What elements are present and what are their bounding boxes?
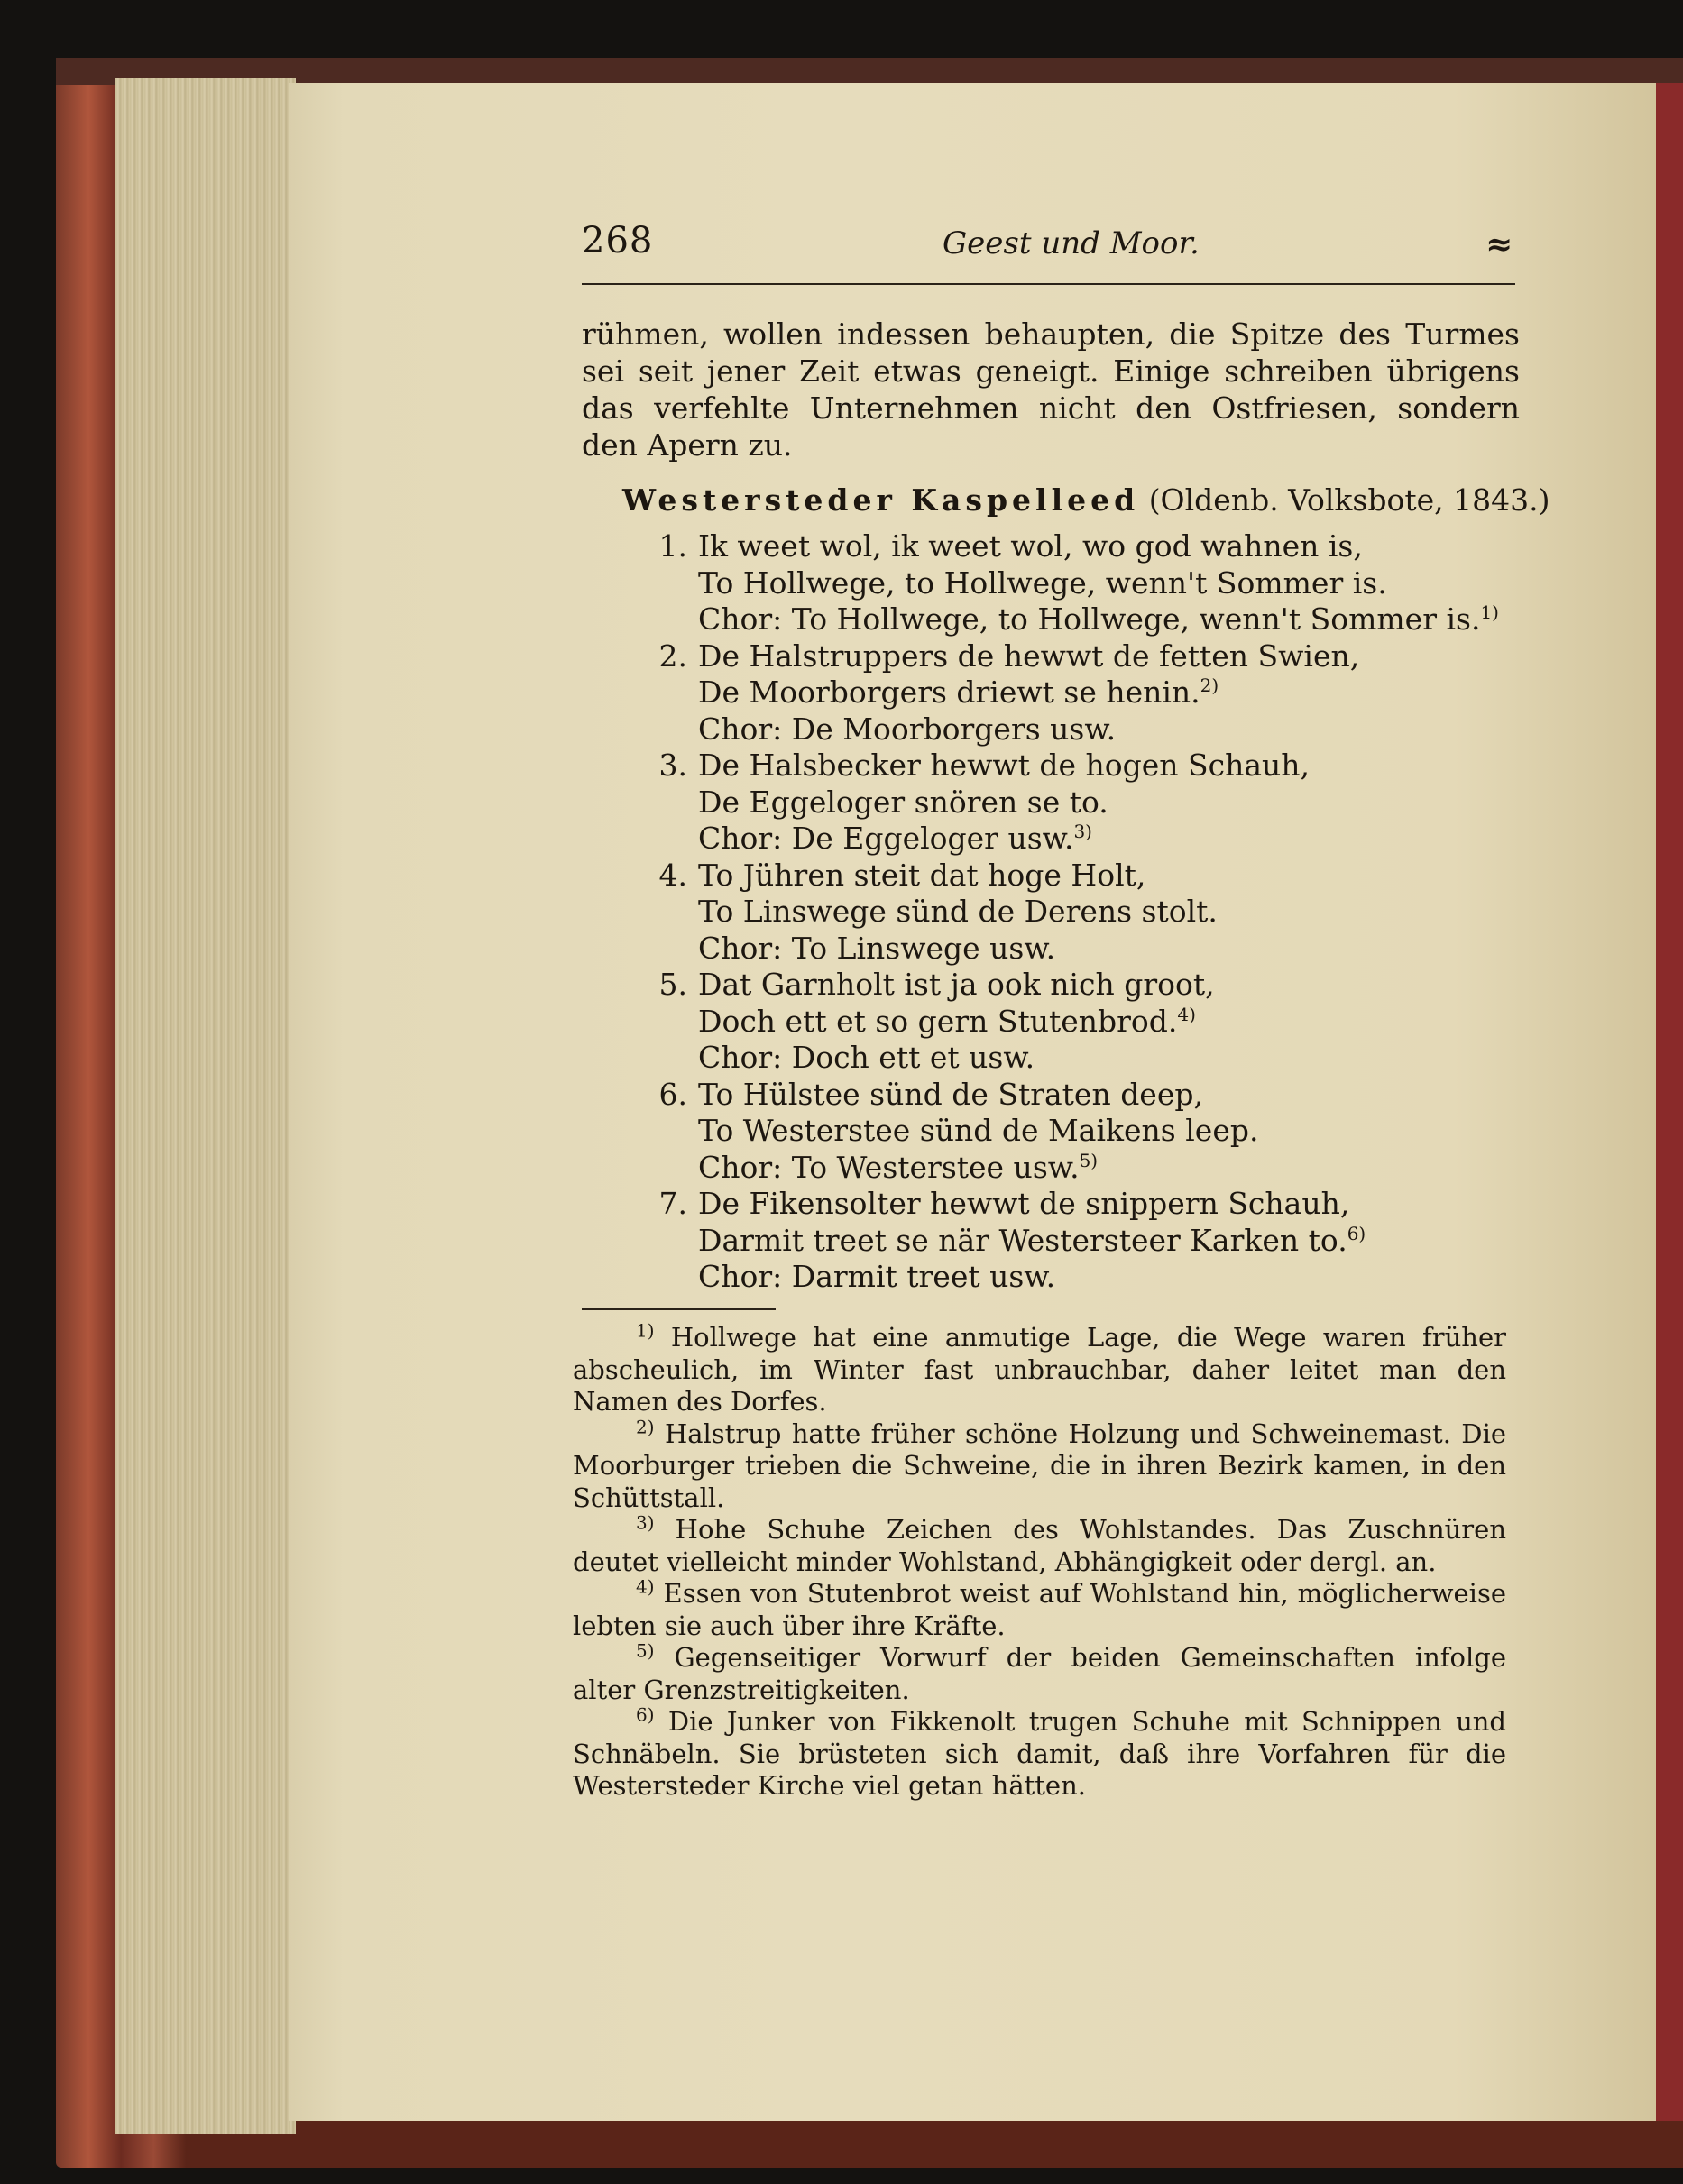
footnote-mark: 2) [636,1415,655,1437]
footnote-text: Die Junker von Fikkenolt trugen Schuhe mit Schnippen und Schnäbeln. Sie brüsteten sich damit, daß ihre Vorfahren für die Westersteder Kirche viel getan hätten. [573,1706,1506,1801]
verse-line: To Hülstee sünd de Straten deep, [698,1076,1203,1112]
song-source: (Oldenb. Volksbote, 1843.) [1148,482,1550,518]
chorus-line: Chor: To Westerstee usw. [698,1149,1080,1185]
footnote [573,1575,1506,1642]
running-title: Geest und Moor. [943,225,1200,262]
facing-page-edge [1656,83,1683,2121]
verse-number: 6. [658,1076,687,1112]
verse-line: De Halstruppers de hewwt de fetten Swien, [698,638,1360,674]
verse [631,748,1533,858]
footnote-text: Halstrup hatte früher schöne Holzung und Schweinemast. Die Moorburger trieben die Schweine, die in ihren Bezirk kamen, in den Schüttstall. [573,1418,1506,1513]
footnote-mark: 3) [636,1511,655,1534]
signature-mark: ≈ [1485,225,1513,263]
chorus-line: Chor: To Hollwege, to Hollwege, wenn't Sommer is. [698,601,1481,637]
verse [631,1077,1533,1187]
song-heading [622,482,1550,518]
verse-line: De Fikensolter hewwt de snippern Schauh, [698,1186,1350,1221]
verse [631,638,1533,748]
footnote-mark: 1) [636,1319,655,1342]
chorus-line: Chor: De Eggeloger usw. [698,821,1074,856]
verse-line: Ik weet wol, ik weet wol, wo god wahnen is, [698,528,1363,564]
chorus-line: Chor: Darmit treet usw. [698,1259,1056,1294]
footnote-text: Hollwege hat eine anmutige Lage, die Wege waren früher abscheulich, im Winter fast unbrauchbar, daher leitet man den Namen des Dorfes. [573,1322,1506,1417]
footnote [573,1511,1507,1578]
verse-line: To Hollwege, to Hollwege, wenn't Sommer is. [698,564,1387,601]
verse-number: 7. [658,1186,687,1221]
page-edges [115,78,296,2134]
verse-number: 4. [658,857,687,893]
footnote-ref: 2) [1200,674,1219,696]
footnote-ref: 4) [1177,1003,1196,1025]
verse-line: De Halsbecker hewwt de hogen Schauh, [698,748,1311,783]
verse [631,858,1533,968]
verse-line: Doch ett et so gern Stutenbrod. [698,1003,1178,1039]
verse-number: 2. [658,638,687,674]
verse-line: Darmit treet se när Westersteer Karken to. [698,1222,1347,1258]
verse-line: Dat Garnholt ist ja ook nich groot, [698,967,1215,1002]
chorus-line: Chor: To Linswege usw. [698,930,1056,966]
song-verses [631,528,1533,1296]
page-number: 268 [582,220,654,262]
verse [631,967,1533,1077]
intro-paragraph: rühmen, wollen indessen behaupten, die Spitze des Turmes sei seit jener Zeit etwas geneigt. Einige schreiben übrigens das verfehlte Unternehmen nicht den Ostfriesen, sondern den Apern zu. [582,317,1520,463]
footnote-text: Gegenseitiger Vorwurf der beiden Gemeinschaften infolge alter Grenzstreitigkeiten. [573,1642,1506,1705]
footnote [573,1415,1506,1515]
footnote-text: Hohe Schuhe Zeichen des Wohlstandes. Das Zuschnüren deutet vielleicht minder Wohlstand, Abhängigkeit oder dergl. an. [573,1514,1507,1577]
page-header [582,220,1520,283]
footnote-rule [582,1308,776,1310]
verse-line: To Linswege sünd de Derens stolt. [698,894,1218,929]
chorus-line: Chor: De Moorborgers usw. [698,711,1117,747]
footnote-ref: 3) [1073,821,1092,842]
verse-line: To Jühren steit dat hoge Holt, [698,857,1146,893]
footnote [573,1703,1506,1803]
book-spine-top [56,58,1683,85]
footnote-mark: 4) [636,1575,655,1598]
footnote [573,1639,1506,1706]
verse [631,528,1533,638]
verse-line: To Westerstee sünd de Maikens leep. [698,1113,1259,1148]
song-title: Westersteder Kaspelleed [622,482,1140,518]
footnote-ref: 6) [1347,1222,1366,1244]
verse-number: 5. [658,967,687,1002]
footnote-ref: 5) [1079,1149,1099,1171]
chorus-line: Chor: Doch ett et usw. [698,1040,1035,1075]
footnote-text: Essen von Stutenbrot weist auf Wohlstand hin, möglicherweise lebten sie auch über ihre Kräfte. [573,1578,1506,1641]
verse-number: 1. [658,528,687,564]
verse-number: 3. [658,748,687,783]
verse-line: De Eggeloger snören se to. [698,784,1108,820]
footnote-ref: 1) [1480,601,1499,623]
footnote-mark: 5) [636,1639,655,1662]
footnotes [573,1319,1507,1803]
footnote-mark: 6) [636,1703,655,1726]
header-rule [582,283,1515,285]
verse [631,1186,1533,1296]
verse-line: De Moorborgers driewt se henin. [698,674,1200,710]
footnote [573,1319,1506,1418]
